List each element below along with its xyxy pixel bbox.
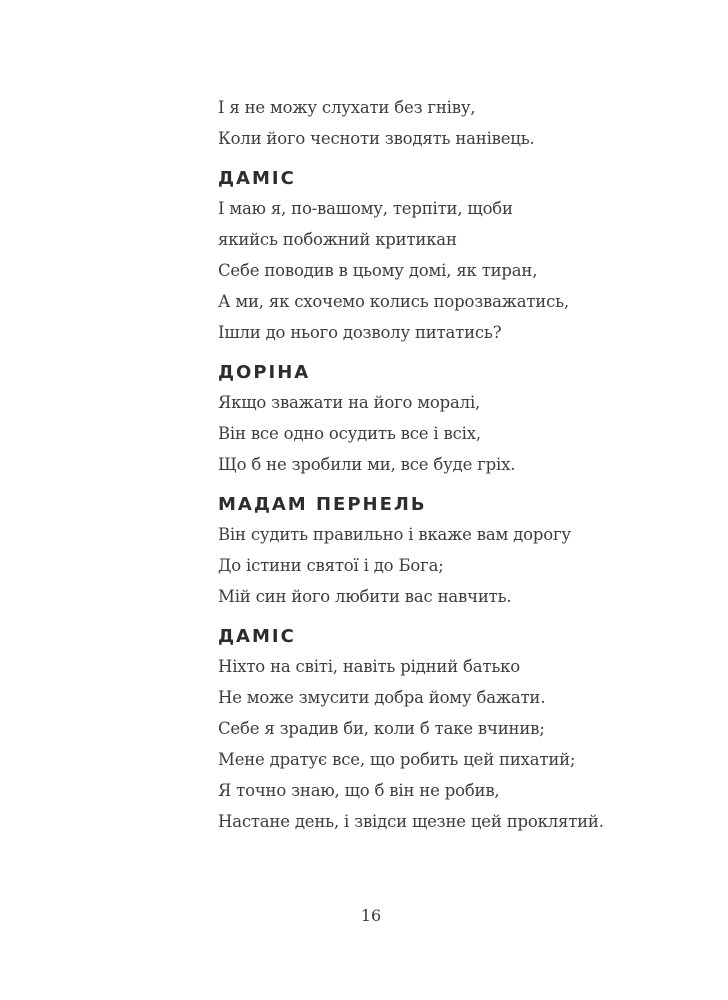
verse-line: Себе поводив в цьому домі, як тиран,: [218, 261, 538, 280]
verse-line: Коли його чесноти зводять нанівець.: [218, 129, 535, 148]
speaker-name: МАДАМ ПЕРНЕЛЬ: [218, 494, 427, 515]
verse-line: Він все одно осудить все і всіх,: [218, 424, 481, 443]
verse-line: Якщо зважати на його моралі,: [218, 393, 481, 412]
verse-line: Я точно знаю, що б він не робив,: [218, 781, 500, 800]
verse-line: Настане день, і звідси щезне цей проклятий.: [218, 812, 604, 831]
verse-line: Мене дратує все, що робить цей пихатий;: [218, 750, 576, 769]
page-number: 16: [360, 906, 382, 925]
play-text-block: [218, 92, 608, 837]
verse-line: Він судить правильно і вкаже вам дорогу: [218, 525, 571, 544]
speaker-name: ДАМІС: [218, 168, 296, 189]
verse-line: А ми, як схочемо колись порозважатись,: [218, 292, 569, 311]
speaker-name: ДОРІНА: [218, 362, 311, 383]
verse-line: Мій син його любити вас навчить.: [218, 587, 512, 606]
verse-line: якийсь побожний критикан: [218, 230, 457, 249]
verse-line: І я не можу слухати без гніву,: [218, 98, 476, 117]
verse-line: Ніхто на світі, навіть рідний батько: [218, 657, 520, 676]
speaker-name: ДАМІС: [218, 626, 296, 647]
verse-line: Що б не зробили ми, все буде гріх.: [218, 455, 516, 474]
verse-line: До істини святої і до Бога;: [218, 556, 444, 575]
verse-line: Ішли до нього дозволу питатись?: [218, 323, 502, 342]
verse-line: Себе я зрадив би, коли б таке вчинив;: [218, 719, 545, 738]
verse-line: Не може змусити добра йому бажати.: [218, 688, 546, 707]
verse-line: І маю я, по-вашому, терпіти, щоби: [218, 199, 513, 218]
